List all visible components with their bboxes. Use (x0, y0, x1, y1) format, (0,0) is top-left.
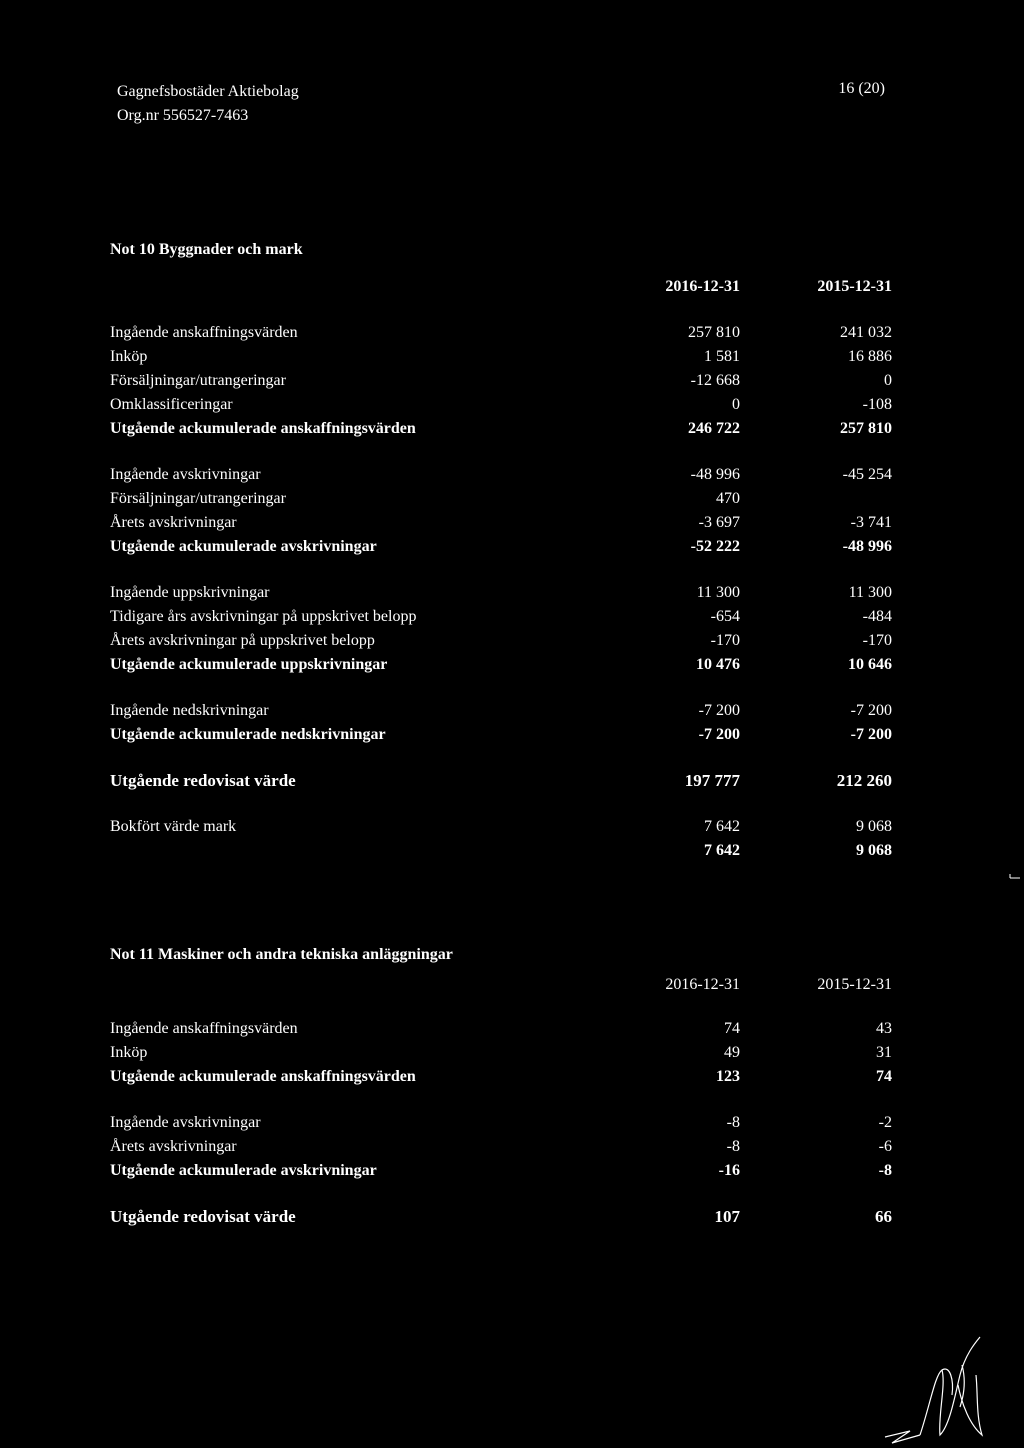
signature (880, 1335, 990, 1445)
table-row (110, 393, 900, 417)
table-row (110, 1159, 900, 1183)
row-label: Utgående ackumulerade anskaffningsvärden (110, 420, 416, 437)
table-row (110, 345, 900, 369)
group-gap (110, 1183, 900, 1205)
table-row (110, 605, 900, 629)
row-label: Utgående ackumulerade anskaffningsvärden (110, 1068, 416, 1085)
row-label: Tidigare års avskrivningar på uppskrivet belopp (110, 608, 417, 625)
value-2016: -170 (710, 632, 740, 649)
value-2016: -8 (726, 1138, 740, 1155)
row-label: Försäljningar/utrangeringar (110, 372, 286, 389)
value-2016: 10 476 (696, 656, 740, 673)
row-label: Inköp (110, 1044, 148, 1061)
table-row (110, 1065, 900, 1089)
row-label: Utgående redovisat värde (110, 771, 296, 790)
value-2015: 212 260 (836, 771, 892, 790)
table-row (110, 511, 900, 535)
row-label: Ingående nedskrivningar (110, 702, 269, 719)
table-row (110, 653, 900, 677)
row-label: Bokfört värde mark (110, 818, 237, 835)
group-gap (110, 747, 900, 769)
table-row (110, 723, 900, 747)
company-name: Gagnefsbostäder Aktiebolag (117, 83, 299, 100)
value-2016: 107 (714, 1207, 740, 1226)
value-2016: -7 200 (698, 702, 740, 719)
value-2016: -16 (718, 1162, 740, 1179)
row-label: Omklassificeringar (110, 396, 233, 413)
note-10-section (110, 238, 900, 863)
table-row (110, 1111, 900, 1135)
value-2015: 43 (876, 1020, 892, 1037)
table-row (110, 535, 900, 559)
row-label: Årets avskrivningar på uppskrivet belopp (110, 632, 375, 649)
note-10-column-header (110, 275, 900, 299)
row-label: Årets avskrivningar (110, 1138, 237, 1155)
row-label: Ingående avskrivningar (110, 1114, 261, 1131)
value-2015: 31 (876, 1044, 892, 1061)
margin-mark (1008, 870, 1020, 882)
group-gap (110, 677, 900, 699)
value-2016: 246 722 (688, 420, 740, 437)
value-2015: 9 068 (856, 842, 892, 859)
group-gap (110, 1089, 900, 1111)
value-2016: -654 (710, 608, 740, 625)
value-2015: -48 996 (842, 538, 892, 555)
table-row (110, 1135, 900, 1159)
col-2016: 2016-12-31 (665, 976, 740, 993)
row-label: Ingående avskrivningar (110, 466, 261, 483)
value-2016: 11 300 (696, 584, 740, 601)
value-2015: -108 (862, 396, 892, 413)
table-row (110, 1017, 900, 1041)
row-label: Ingående uppskrivningar (110, 584, 270, 601)
value-2016: -48 996 (690, 466, 740, 483)
value-2015: -3 741 (850, 514, 892, 531)
group-gap (110, 441, 900, 463)
value-2016: 49 (724, 1044, 740, 1061)
note-10-table (110, 321, 900, 863)
value-2015: 9 068 (856, 818, 892, 835)
value-2016: 470 (716, 490, 740, 507)
row-label: Utgående redovisat värde (110, 1207, 296, 1226)
row-label: Inköp (110, 348, 148, 365)
value-2015: -7 200 (850, 702, 892, 719)
org-number: Org.nr 556527-7463 (117, 107, 249, 124)
table-row (110, 769, 900, 793)
table-row (110, 463, 900, 487)
value-2016: -7 200 (698, 726, 740, 743)
col-2015: 2015-12-31 (817, 976, 892, 993)
row-label: Utgående ackumulerade avskrivningar (110, 538, 377, 555)
row-label: Ingående anskaffningsvärden (110, 324, 298, 341)
table-row (110, 487, 900, 511)
note-10-title: Not 10 Byggnader och mark (110, 241, 303, 258)
value-2015: -170 (862, 632, 892, 649)
table-row (110, 1205, 900, 1229)
value-2016: 7 642 (704, 842, 740, 859)
table-row (110, 581, 900, 605)
note-11-column-header (110, 973, 900, 997)
value-2015: -484 (862, 608, 892, 625)
value-2016: 74 (724, 1020, 740, 1037)
table-row (110, 629, 900, 653)
table-row (110, 699, 900, 723)
value-2015: 10 646 (848, 656, 892, 673)
value-2015: 74 (876, 1068, 892, 1085)
note-11-table (110, 1017, 900, 1229)
row-label: Utgående ackumulerade uppskrivningar (110, 656, 388, 673)
value-2016: 257 810 (688, 324, 740, 341)
value-2015: 66 (875, 1207, 892, 1226)
value-2016: -8 (726, 1114, 740, 1131)
table-row (110, 321, 900, 345)
row-label: Årets avskrivningar (110, 514, 237, 531)
value-2016: -52 222 (690, 538, 740, 555)
value-2016: -12 668 (690, 372, 740, 389)
value-2015: -7 200 (850, 726, 892, 743)
value-2015: 11 300 (848, 584, 892, 601)
row-label: Försäljningar/utrangeringar (110, 490, 286, 507)
value-2015: 16 886 (848, 348, 892, 365)
table-row (110, 1041, 900, 1065)
note-11-title: Not 11 Maskiner och andra tekniska anläggningar (110, 946, 453, 963)
row-label: Utgående ackumulerade nedskrivningar (110, 726, 386, 743)
document-header (117, 80, 299, 128)
table-row (110, 369, 900, 393)
col-2016: 2016-12-31 (665, 278, 740, 295)
value-2015: -45 254 (842, 466, 892, 483)
note-11-section (110, 943, 900, 1229)
table-row (110, 839, 900, 863)
value-2015: -6 (878, 1138, 892, 1155)
table-row (110, 417, 900, 441)
value-2015: -8 (878, 1162, 892, 1179)
value-2016: 123 (716, 1068, 740, 1085)
value-2016: 0 (732, 396, 740, 413)
value-2016: 1 581 (704, 348, 740, 365)
value-2016: -3 697 (698, 514, 740, 531)
page-number: 16 (20) (838, 80, 885, 97)
row-label: Utgående ackumulerade avskrivningar (110, 1162, 377, 1179)
col-2015: 2015-12-31 (817, 278, 892, 295)
group-gap (110, 559, 900, 581)
row-label: Ingående anskaffningsvärden (110, 1020, 298, 1037)
value-2015: -2 (878, 1114, 892, 1131)
table-row (110, 815, 900, 839)
value-2015: 257 810 (840, 420, 892, 437)
value-2015: 0 (884, 372, 892, 389)
value-2016: 7 642 (704, 818, 740, 835)
value-2016: 197 777 (684, 771, 740, 790)
value-2015: 241 032 (840, 324, 892, 341)
group-gap (110, 793, 900, 815)
